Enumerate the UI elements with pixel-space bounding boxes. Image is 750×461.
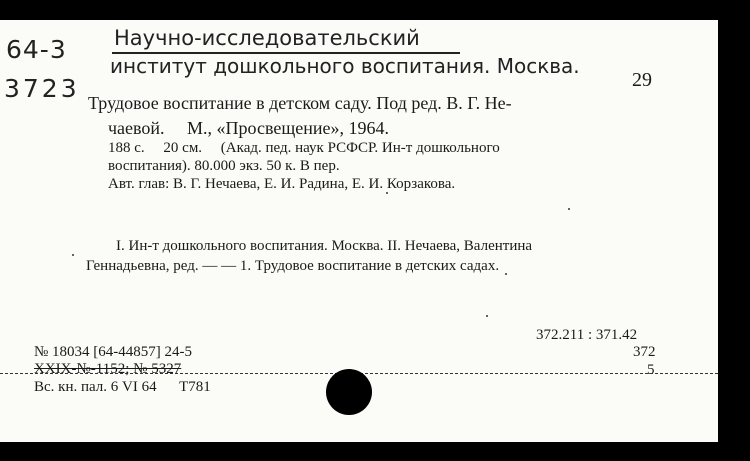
tracings-line-2: Геннадьевна, ред. — — 1. Трудовое воспитание в детских садах. <box>86 258 500 274</box>
dust-speck <box>486 315 488 317</box>
title-line-1: Трудовое воспитание в детском саду. Под ред. В. Г. Не- <box>88 93 512 113</box>
handwritten-institute-line-1: Научно-исследовательский <box>114 26 420 50</box>
description-line-2: воспитания). 80.000 экз. 50 к. В пер. <box>108 158 340 174</box>
record-line-2: XXIX-№-1152; № 5327 <box>34 361 182 377</box>
authors-line: Авт. глав: В. Г. Нечаева, Е. И. Радина, Е. И. Корзакова. <box>108 176 456 192</box>
handwritten-institute-line-2: институт дошкольного воспитания. Москва. <box>110 54 580 78</box>
classification-code-3: 5 <box>647 362 655 378</box>
punch-hole <box>326 369 372 415</box>
record-line-3: Вс. кн. пал. 6 VI 64 Т781 <box>34 379 211 395</box>
description-line-1: 188 с. 20 см. (Акад. пед. наук РСФСР. Ин-т дошкольного <box>108 140 500 156</box>
classification-code-2: 372 <box>633 344 656 360</box>
title-line-2: чаевой. М., «Просвещение», 1964. <box>108 118 389 138</box>
dust-speck <box>72 254 74 256</box>
tracings-line-1: I. Ин-т дошкольного воспитания. Москва. II. Нечаева, Валентина <box>116 238 533 254</box>
catalog-card <box>0 20 718 442</box>
call-number-bottom: 3723 <box>4 74 80 103</box>
dust-speck <box>386 192 388 194</box>
dust-speck <box>505 273 507 275</box>
classification-code: 372.211 : 371.42 <box>536 327 638 343</box>
card-number: 29 <box>632 69 652 91</box>
record-number: № 18034 [64-44857] 24-5 <box>34 344 193 360</box>
call-number-top: 64-3 <box>6 35 67 64</box>
dust-speck <box>568 208 570 210</box>
